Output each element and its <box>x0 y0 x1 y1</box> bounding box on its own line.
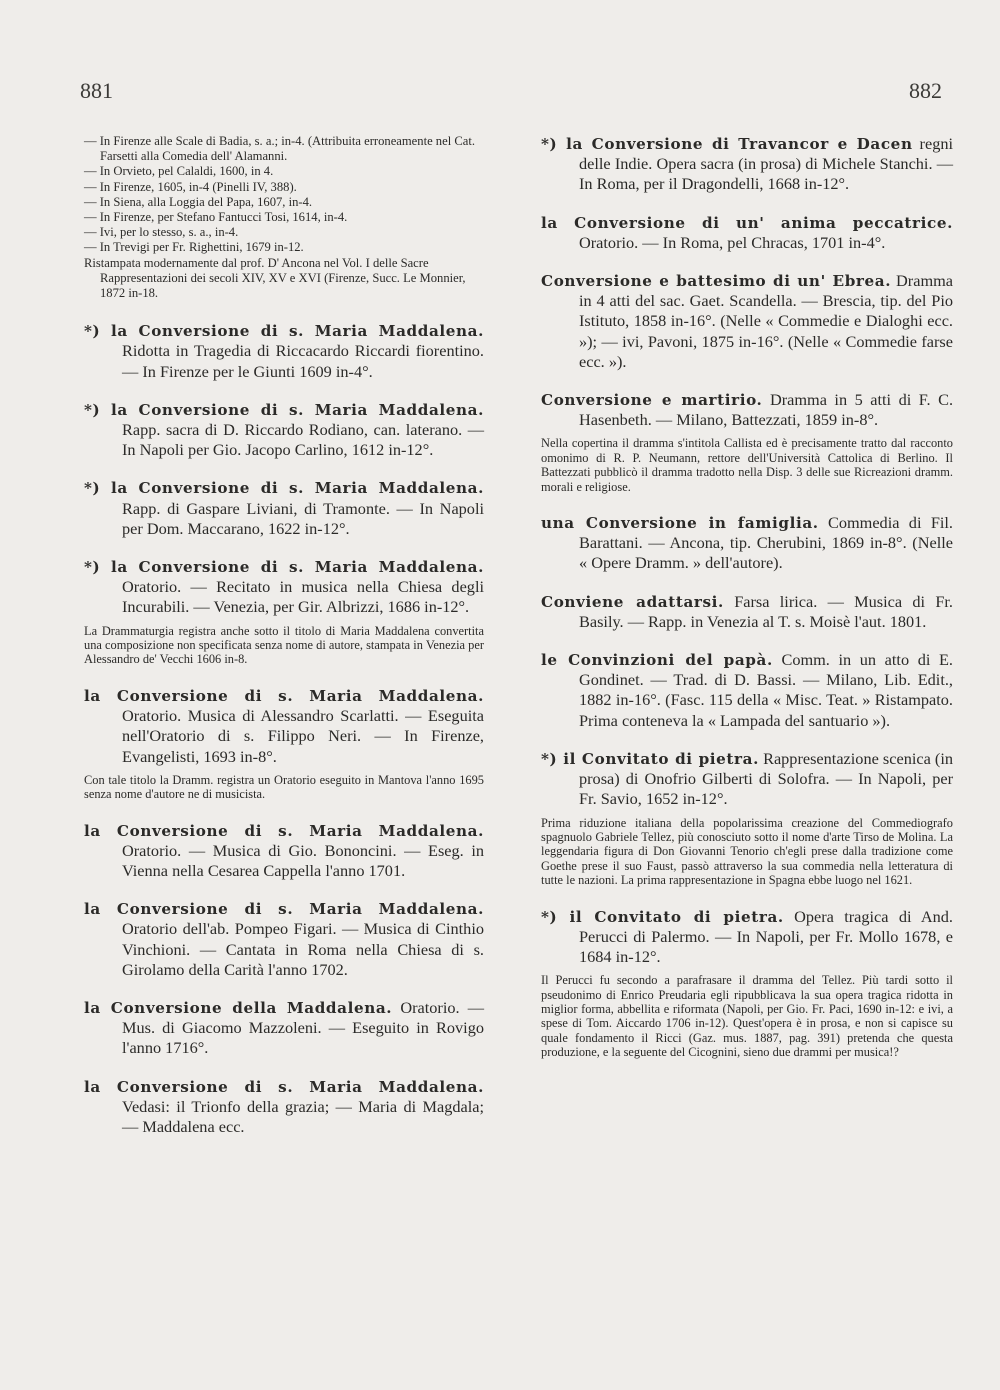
entry-body: regni delle Indie. Opera sacra (in prosa) di Michele Stanchi. — In Roma, per il Dragondelli, 1668 in-12°. <box>579 134 953 194</box>
catalog-entry <box>84 400 484 461</box>
catalog-entry <box>541 907 953 968</box>
entry-heading: la Conversione della Maddalena. <box>84 998 393 1017</box>
entry-body: Rapp. sacra di D. Riccardo Rodiano, can. laterano. — In Napoli per Gio. Jacopo Carlino, 1612 in-12°. <box>122 420 484 460</box>
catalog-entry <box>84 899 484 980</box>
entry-heading: le Convinzioni del papà. <box>541 651 773 670</box>
catalog-entry <box>84 998 484 1059</box>
entry-heading: *) la Conversione di s. Maria Maddalena. <box>84 322 484 341</box>
entry-body: Oratorio. — Mus. di Giacomo Mazzoleni. — Eseguito in Rovigo l'anno 1716°. <box>122 997 484 1058</box>
catalog-entry <box>84 821 484 882</box>
entry-note: Il Perucci fu secondo a parafrasare il dramma del Tellez. Più tardi sotto il pseudonimo di Enrico Preudaria egli ripubblicava la sua opera tragica ridotta in miglior forma, abbellita e riformata (Napoli, per Gio. Fr. Paci, 1690 in-12: e ivi, a spese di Tom. Aiccardo 1706 in-12). Quest'opera è in prosa, e non si capisce su quale fondamento il Ricci (Gaz. mus. 1887, pag. 391) pretenda che questa produzione, e la seguente del Cicognini, sieno due drammi per musica!? <box>541 973 953 1060</box>
entry-body: Commedia di Fil. Barattani. — Ancona, tip. Cherubini, 1869 in-8°. (Nelle « Opere Dramm. » dell'autore). <box>579 513 953 573</box>
entry-heading: Conversione e martirio. <box>541 391 763 410</box>
catalog-entry <box>84 478 484 539</box>
catalog-entry <box>84 686 484 767</box>
entry-body: Oratorio. — Musica di Gio. Bononcini. — Eseg. in Vienna nella Cesarea Cappella l'anno 1701. <box>122 840 484 880</box>
entry-heading: *) la Conversione di s. Maria Maddalena. <box>84 479 484 498</box>
intro-line: — In Trevigi per Fr. Righettini, 1679 in-12. <box>84 240 304 255</box>
catalog-entry <box>541 650 953 731</box>
intro-line: — In Firenze, per Stefano Fantucci Tosi, 1614, in-4. <box>84 210 348 225</box>
intro-block <box>84 134 484 301</box>
intro-line: — In Siena, alla Loggia del Papa, 1607, in-4. <box>84 194 313 209</box>
entry-heading: *) la Conversione di s. Maria Maddalena. <box>84 400 484 419</box>
entry-heading: la Conversione di s. Maria Maddalena. <box>84 1077 484 1096</box>
catalog-entry <box>541 213 953 253</box>
catalog-entry <box>541 513 953 574</box>
entry-body: Dramma in 5 atti di F. C. Hasenbeth. — Milano, Battezzati, 1859 in-8°. <box>579 390 954 430</box>
entry-heading: la Conversione di s. Maria Maddalena. <box>84 821 484 840</box>
entry-body: Rappresentazione scenica (in prosa) di Onofrio Gilberti di Solofra. — In Napoli, per Fr. Savio, 1652 in-12°. <box>579 748 953 809</box>
entry-note: Con tale titolo la Dramm. registra un Oratorio eseguito in Mantova l'anno 1695 senza nome d'autore ne di musicista. <box>84 772 484 802</box>
entry-body: Dramma in 4 atti del sac. Gaet. Scandella. — Brescia, tip. del Pio Istituto, 1858 in-16°. (Nelle « Commedie e Dialoghi ecc. »); — ivi, Pavoni, 1875 in-16°. (Nelle « Commedie farse ecc. »). <box>579 271 953 371</box>
right-column <box>541 134 953 1079</box>
entry-note: Nella copertina il dramma s'intitola Callista ed è precisamente tratto dal racconto omonimo di R. P. Neumann, rettore dell'Università Cattolica di Berlino. Il Battezzati pubblicò il dramma tradotto nella Disp. 3 delle sue Ricreazioni dramm. morali e religiose. <box>541 436 953 494</box>
intro-line: — In Firenze alle Scale di Badia, s. a.; in-4. (Attribuita erroneamente nel Cat. Farsetti alla Comedia dell' Alamanni. <box>84 134 475 164</box>
catalog-entry <box>84 1077 484 1138</box>
entry-heading: la Conversione di s. Maria Maddalena. <box>84 900 484 919</box>
entry-heading: *) il Convitato di pietra. <box>541 749 759 768</box>
entry-body: Comm. in un atto di E. Gondinet. — Trad. di D. Bassi. — Milano, Lib. Edit., 1882 in-16°. (Fasc. 115 della « Misc. Teat. » Ristampato. Prima conteneva la « Lampada del santuario »). <box>579 650 954 730</box>
entry-heading: *) il Convitato di pietra. <box>541 907 784 926</box>
entry-body: Opera tragica di And. Perucci di Palermo. — In Napoli, per Fr. Mollo 1678, e 1684 in-12°. <box>579 906 954 966</box>
entry-body: Vedasi: il Trionfo della grazia; — Maria di Magdala; — Maddalena ecc. <box>122 1096 484 1136</box>
catalog-entry <box>84 557 484 618</box>
page-number-right: 882 <box>909 78 942 103</box>
catalog-entry <box>541 749 953 810</box>
page-number-left: 881 <box>80 78 113 103</box>
entry-heading: Conversione e battesimo di un' Ebrea. <box>541 272 892 291</box>
catalog-entry <box>84 321 484 382</box>
entry-body: Ridotta in Tragedia di Riccacardo Riccardi fiorentino. — In Firenze per le Giunti 1609 in-4°. <box>122 341 484 381</box>
entry-body: Oratorio. Musica di Alessandro Scarlatti. — Eseguita nell'Oratorio di s. Filippo Neri. — In Firenze, Evangelisti, 1693 in-8°. <box>122 706 484 766</box>
intro-line: — In Orvieto, pel Calaldi, 1600, in 4. <box>84 164 274 179</box>
catalog-entry <box>541 592 953 632</box>
entry-heading: la Conversione di un' anima peccatrice. <box>541 213 953 232</box>
entry-note: La Drammaturgia registra anche sotto il titolo di Maria Maddalena convertita una composizione non specificata senza nome di autore, stampata in Venezia per Alessandro de' Vecchi 1606 in-8. <box>84 623 484 667</box>
entry-heading: *) la Conversione di Travancor e Dacen <box>541 135 913 153</box>
entry-body: Oratorio dell'ab. Pompeo Figari. — Musica di Cinthio Vinchioni. — Cantata in Roma nella Chiesa di s. Girolamo della Carità l'anno 1702. <box>122 919 484 979</box>
intro-line: — In Firenze, 1605, in-4 (Pinelli IV, 388). <box>84 179 297 194</box>
intro-line: Ristampata modernamente dal prof. D' Ancona nel Vol. I delle Sacre Rappresentazioni dei secoli XIV, XV e XVI (Firenze, Succ. Le Monnier, 1872 in-18. <box>84 255 466 301</box>
catalog-entry <box>541 134 953 195</box>
entry-body: Farsa lirica. — Musica di Fr. Basily. — Rapp. in Venezia al T. s. Moisè l'aut. 1801. <box>579 591 953 631</box>
entry-body: Oratorio. — In Roma, pel Chracas, 1701 in-4°. <box>579 232 886 252</box>
catalog-entry <box>541 271 953 372</box>
entry-heading: una Conversione in famiglia. <box>541 514 819 533</box>
entry-heading: Conviene adattarsi. <box>541 592 724 611</box>
entry-body: Oratorio. — Recitato in musica nella Chiesa degli Incurabili. — Venezia, per Gir. Albrizzi, 1686 in-12°. <box>122 577 484 617</box>
intro-line: — Ivi, per lo stesso, s. a., in-4. <box>84 225 239 240</box>
entry-note: Prima riduzione italiana della popolarissima creazione del Commediografo spagnuolo Gabriele Tellez, più conosciuto sotto il nome d'arte Tirso de Molina. La leggendaria figura di Don Giovanni Tenorio ch'egli prese dalla tradizione come Goethe prese il suo Faust, passò attraverso la sua commedia nella letteratura di tutte le nazioni. La prima rappresentazione in Spagna ebbe luogo nel 1621. <box>541 815 953 888</box>
catalog-entry <box>541 390 953 430</box>
entry-heading: la Conversione di s. Maria Maddalena. <box>84 686 484 705</box>
left-column <box>84 134 484 1155</box>
entry-heading: *) la Conversione di s. Maria Maddalena. <box>84 558 484 577</box>
entry-body: Rapp. di Gaspare Liviani, di Tramonte. — In Napoli per Dom. Maccarano, 1622 in-12°. <box>122 498 484 538</box>
